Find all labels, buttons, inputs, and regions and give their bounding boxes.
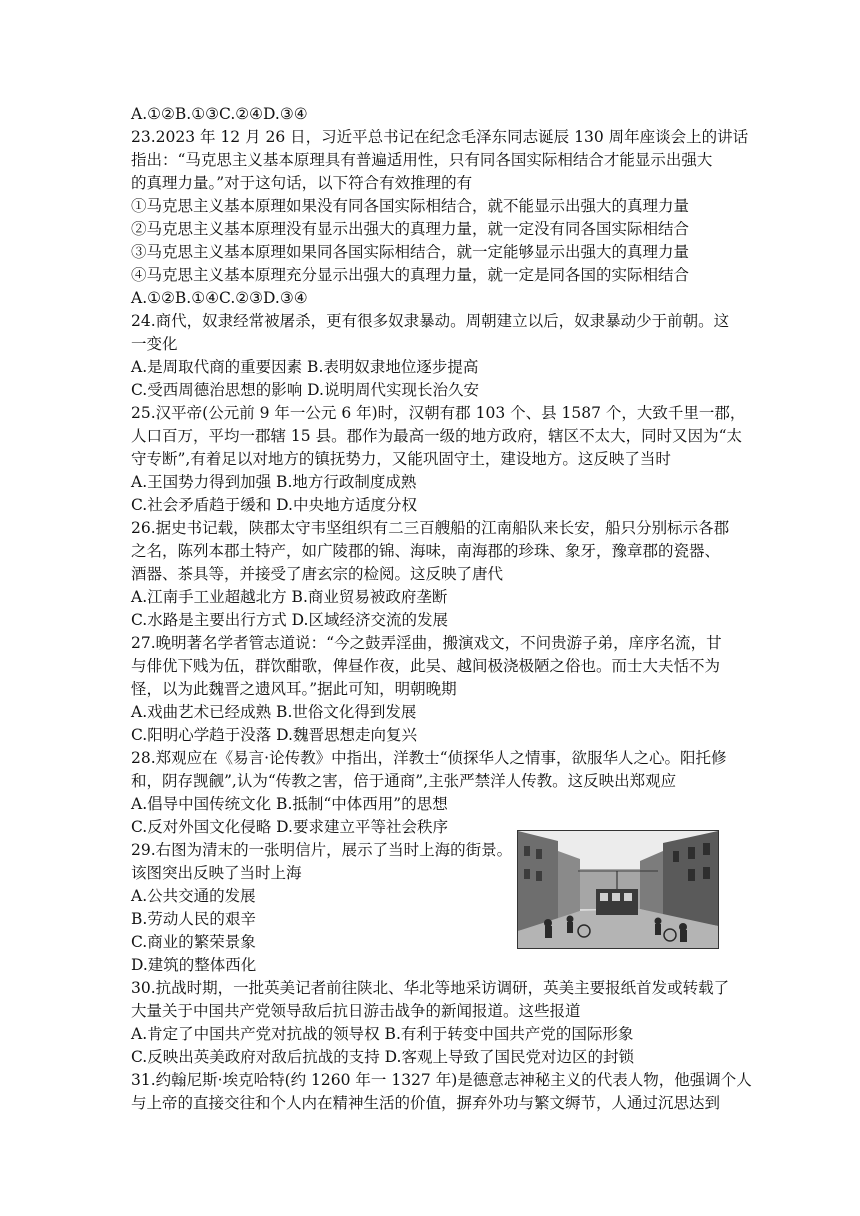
text-line: A.是周取代商的重要因素 B.表明奴隶地位逐步提高 xyxy=(131,358,479,376)
text-line: ③马克思主义基本原理如果同各国实际相结合，就一定能够显示出强大的真理力量 xyxy=(131,243,690,261)
text-line: 24.商代，奴隶经常被屠杀，更有很多奴隶暴动。周朝建立以后，奴隶暴动少于前朝。这 xyxy=(131,312,730,330)
text-line: 的真理力量。”对于这句话，以下符合有效推理的有 xyxy=(131,174,473,192)
text-line: A.①②B.①④C.②③D.③④ xyxy=(131,289,308,307)
text-line: 26.据史书记载，陕郡太守韦坚组织有二三百艘船的江南船队来长安，船只分别标示各郡 xyxy=(131,519,730,537)
text-line: 守专断”,有着足以对地方的镇抚势力，又能巩固守土，建设地方。这反映了当时 xyxy=(131,450,671,468)
shanghai-street-postcard-image xyxy=(517,830,719,949)
text-line: ④马克思主义基本原理充分显示出强大的真理力量，就一定是同各国的实际相结合 xyxy=(131,266,690,284)
text-line: A.肯定了中国共产党对抗战的领导权 B.有利于转变中国共产党的国际形象 xyxy=(131,1025,634,1043)
text-line: D.建筑的整体西化 xyxy=(131,956,257,974)
text-line: A.①②B.①③C.②④D.③④ xyxy=(131,105,308,123)
text-line: A.公共交通的发展 xyxy=(131,887,256,905)
text-line: 与俳优下贱为伍，群饮酣歌，俾昼作夜，此吴、越间极浇极陋之俗也。而士大夫恬不为 xyxy=(131,657,721,675)
text-line: A.倡导中国传统文化 B.抵制“中体西用”的思想 xyxy=(131,795,448,813)
text-line: ①马克思主义基本原理如果没有同各国实际相结合，就不能显示出强大的真理力量 xyxy=(131,197,690,215)
text-line: 23.2023 年 12 月 26 日，习近平总书记在纪念毛泽东同志诞辰 130 周年座谈会上的讲话 xyxy=(131,128,749,146)
text-line: 人口百万，平均一郡辖 15 县。郡作为最高一级的地方政府，辖区不太大，同时又因为“太 xyxy=(131,427,743,445)
text-line: C.社会矛盾趋于缓和 D.中央地方适度分权 xyxy=(131,496,417,514)
text-line: C.反映出英美政府对敌后抗战的支持 D.客观上导致了国民党对边区的封锁 xyxy=(131,1048,634,1066)
text-line: 大量关于中国共产党领导敌后抗日游击战争的新闻报道。这些报道 xyxy=(131,1002,581,1020)
text-line: C.水路是主要出行方式 D.区域经济交流的发展 xyxy=(131,611,448,629)
text-line: C.反对外国文化侵略 D.要求建立平等社会秩序 xyxy=(131,818,448,836)
text-line: 30.抗战时期，一批英美记者前往陕北、华北等地采访调研，英美主要报纸首发或转载了 xyxy=(131,979,730,997)
text-line: 指出：“马克思主义基本原理具有普遍适用性，只有同各国实际相结合才能显示出强大 xyxy=(131,151,713,169)
text-line: 该图突出反映了当时上海 xyxy=(131,864,302,882)
text-line: 之名，陈列本郡土特产，如广陵郡的锦、海味，南海郡的珍珠、象牙，豫章郡的瓷器、 xyxy=(131,542,721,560)
text-line: C.阳明心学趋于没落 D.魏晋思想走向复兴 xyxy=(131,726,417,744)
text-line: 和，阴存觊觎”,认为“传教之害，倍于通商”,主张严禁洋人传教。这反映出郑观应 xyxy=(131,772,677,790)
text-line: A.戏曲艺术已经成熟 B.世俗文化得到发展 xyxy=(131,703,417,721)
text-line: 与上帝的直接交往和个人内在精神生活的价值，摒弃外功与繁文缛节，人通过沉思达到 xyxy=(131,1094,721,1112)
text-line: 27.晚明著名学者管志道说：“今之鼓弄淫曲，搬演戏文，不问贵游子弟，庠序名流，甘 xyxy=(131,634,722,652)
text-line: 怪，以为此魏晋之遗风耳。”据此可知，明朝晚期 xyxy=(131,680,457,698)
text-line: 28.郑观应在《易言·论传教》中指出，洋教士“侦探华人之情事，欲服华人之心。阳托修 xyxy=(131,749,727,767)
text-line: ②马克思主义基本原理没有显示出强大的真理力量，就一定没有同各国实际相结合 xyxy=(131,220,690,238)
text-line: A.江南手工业超越北方 B.商业贸易被政府垄断 xyxy=(131,588,448,606)
text-line: A.王国势力得到加强 B.地方行政制度成熟 xyxy=(131,473,417,491)
text-line: 酒器、茶具等，并接受了唐玄宗的检阅。这反映了唐代 xyxy=(131,565,504,583)
text-line: 31.约翰尼斯·埃克哈特(约 1260 年一 1327 年)是德意志神秘主义的代表人物，他强调个人 xyxy=(131,1071,752,1089)
text-line: 25.汉平帝(公元前 9 年一公元 6 年)时，汉朝有郡 103 个、县 1587 个，大致千里一郡， xyxy=(131,404,746,422)
text-line: 一变化 xyxy=(131,335,178,353)
text-line: C.受西周德治思想的影响 D.说明周代实现长治久安 xyxy=(131,381,479,399)
text-line: C.商业的繁荣景象 xyxy=(131,933,256,951)
text-line: B.劳动人民的艰辛 xyxy=(131,910,256,928)
text-line: 29.右图为清末的一张明信片，展示了当时上海的街景。 xyxy=(131,841,513,859)
